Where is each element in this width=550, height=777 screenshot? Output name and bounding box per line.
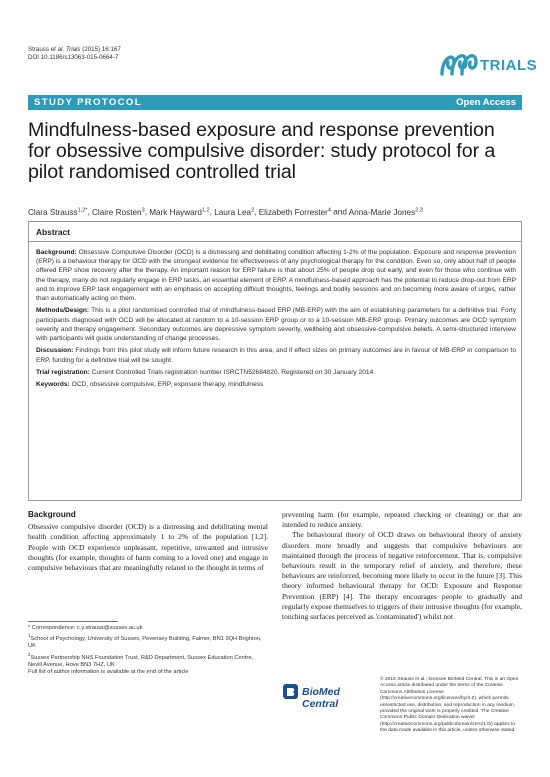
biomed-central-logo [282,681,374,710]
abstract-keywords: Keywords: OCD, obsessive compulsive, ERP, exposure therapy, mindfulness [36,381,264,389]
article-type-banner [28,95,522,110]
body-column-left [28,510,268,573]
footnotes [28,621,264,677]
abstract-divider [29,241,521,242]
full-author-info-note: Full list of author information is available at the end of the article [28,669,189,676]
author-name-text: Clara Strauss [28,207,78,217]
background-paragraph-2: The behavioural theory of OCD draws on behavioural theory of anxiety disorders more broadly and suggests that compulsive behaviours are maintained through the process of negative reinforcement. That is, compulsive behaviours result in the temporary relief of anxiety, and therefore, these behaviours are reinforced, becoming more likely to occur in the future [3]. This theory informed behavioural therapy for OCD: Exposure and Response Prevention (ERP) [4]. The therapy encourages people to gradually and regularly expose themselves to triggers of their intrusive thoughts (for example, touching surfaces perceived as 'contaminated') whilst not [282,530,522,622]
abstract-body [36,248,516,393]
abstract-methods: Methods/Design: This is a pilot randomised controlled trial of mindfulness-based ERP (MB-ERP) with the aim of establishing parameters for a definitive trial. Forty participants diagnosed with OCD will be allocated at random to a 10-session ERP group or to a 10-session MB-ERP group. Primary outcomes are OCD symptom severity and therapy engagement. Secondary outcomes are depressive symptom severity, wellbeing and obsessive-compulsive beliefs. A semi-structured interview with participants will guide understanding of change processes. [36,307,516,343]
author-name [214,208,254,217]
affiliation-1: $^1$School of Psychology, University of Sussex, Pevensey Building, Falmer, BN1 9QH Brighton, UK [28,633,262,650]
article-title: Mindfulness-based exposure and response prevention for obsessive compulsive disorder: study protocol for a pilot randomised controlled trial [28,119,496,183]
body-column-right [282,510,522,622]
journal-citation: Strauss et al. Trials (2015) 16:167 [28,46,121,53]
license-statement: © 2015 Strauss et al.; licensee BioMed Central. This is an Open Access article distributed under the terms of the Creative Commons Attribution License (http://creativecommons.org/licenses/by/4.0), which permits unrestricted use, distribution, and reproduction in any medium, provided the original work is properly credited. The Creative Commons Public Domain Dedication waiver (http://creativecommons.org/publicdomain/zero/1.0/) applies to the data made available in this article, unless otherwise stated. [380,677,519,734]
section-heading-background: Background [28,510,76,519]
abstract-background: Background: Obsessive Compulsive Disorder (OCD) is a distressing and debilitating condition affecting 1-2% of the population. Exposure and response prevention (ERP) is a behaviour therapy for OCD with the strongest evidence for effectiveness of any psychological therapy for the condition. Even so, only about half of people offered ERP show recovery after the therapy. An important reason for ERP failure is that about 25% of people drop out early, and even for those who continue with the therapy, many do not regularly engage in ERP tasks, an essential element of ERP. A mindfulness-based approach has the potential to reduce drop-out from ERP and to improve ERP task engagement with an emphasis on accepting difficult thoughts, feelings and bodily sessions and on becoming more aware of urges, rather than automatically acting on them. [36,249,516,303]
trials-logo [436,44,536,82]
author-affiliation: 4 [327,207,331,213]
citation-block [28,46,121,62]
author-name-text: Laura Lea [214,207,252,217]
background-paragraph-1-cont: preventing harm (for example, repeated checking or cleaning) or that are intended to reduce anxiety. [282,510,522,530]
biomed-central-text: BioMed Central [302,686,340,710]
footnote-divider [28,621,118,622]
trials-logo-mark-icon [436,44,480,82]
biomed-central-mark-icon [282,681,302,703]
author-name [149,208,209,217]
author-affiliation: 3 [141,207,145,213]
author-affiliation: 1,2* [77,207,88,213]
abstract-box [28,221,522,501]
author-name [28,208,87,217]
abstract-discussion: Discussion: Findings from this pilot study will inform future research in this area, and if effect sizes on primary outcomes are in favour of MB-ERP in comparison to ERP, funding for a definitive trial will be sought. [36,347,516,364]
author-list: Clara Strauss$^{1,2*}$, Claire Rosten$^3$, Mark Hayward$^{1,2}$, Laura Lea$^2$, Elizabeth Forrester$^4$ and Anna-Marie Jones$^{2,3}$ [28,207,423,217]
background-paragraph-1: Obsessive compulsive disorder (OCD) is a distressing and debilitating mental health condition affecting approximately 1 to 2% of the population [1,2]. People with OCD experience unpleasant, repetitive, unwanted and intrusive thoughts (for example, thoughts of harm coming to a loved one) and engage in compulsive behaviours that are meaningfully related to the thought in terms of [28,522,268,573]
author-name [259,208,331,217]
author-name-text: Elizabeth Forrester [258,207,328,217]
author-affiliation: 2,3 [415,207,423,213]
abstract-heading: Abstract [36,227,70,237]
affiliation-2: $^2$Sussex Partnership NHS Foundation Trust, R&D Department, Sussex Education Centre, Nevill Avenue, Hove BN3 7HZ, UK [28,651,254,668]
article-type: STUDY PROTOCOL [34,97,142,108]
author-affiliation: 1,2 [201,207,210,213]
author-name-text: Anna-Marie Jones [348,207,416,217]
author-name [92,208,145,217]
author-name-text: Claire Rosten [91,207,142,217]
author-affiliation: 2 [251,207,255,213]
doi-link[interactable]: DOI 10.1186/s13063-015-0664-7 [28,54,119,61]
correspondence-note[interactable]: * Correspondence: c.y.strauss@sussex.ac.uk [28,625,143,631]
trials-logo-text: TRIALS [480,57,538,74]
open-access-label: Open Access [456,97,516,108]
author-name [349,208,423,217]
abstract-trial-registration: Trial registration: Current Controlled Trials registration number ISRCTN52684820. Registered on 30 January 2014. [36,369,376,376]
author-name-text: Mark Hayward [149,207,202,217]
